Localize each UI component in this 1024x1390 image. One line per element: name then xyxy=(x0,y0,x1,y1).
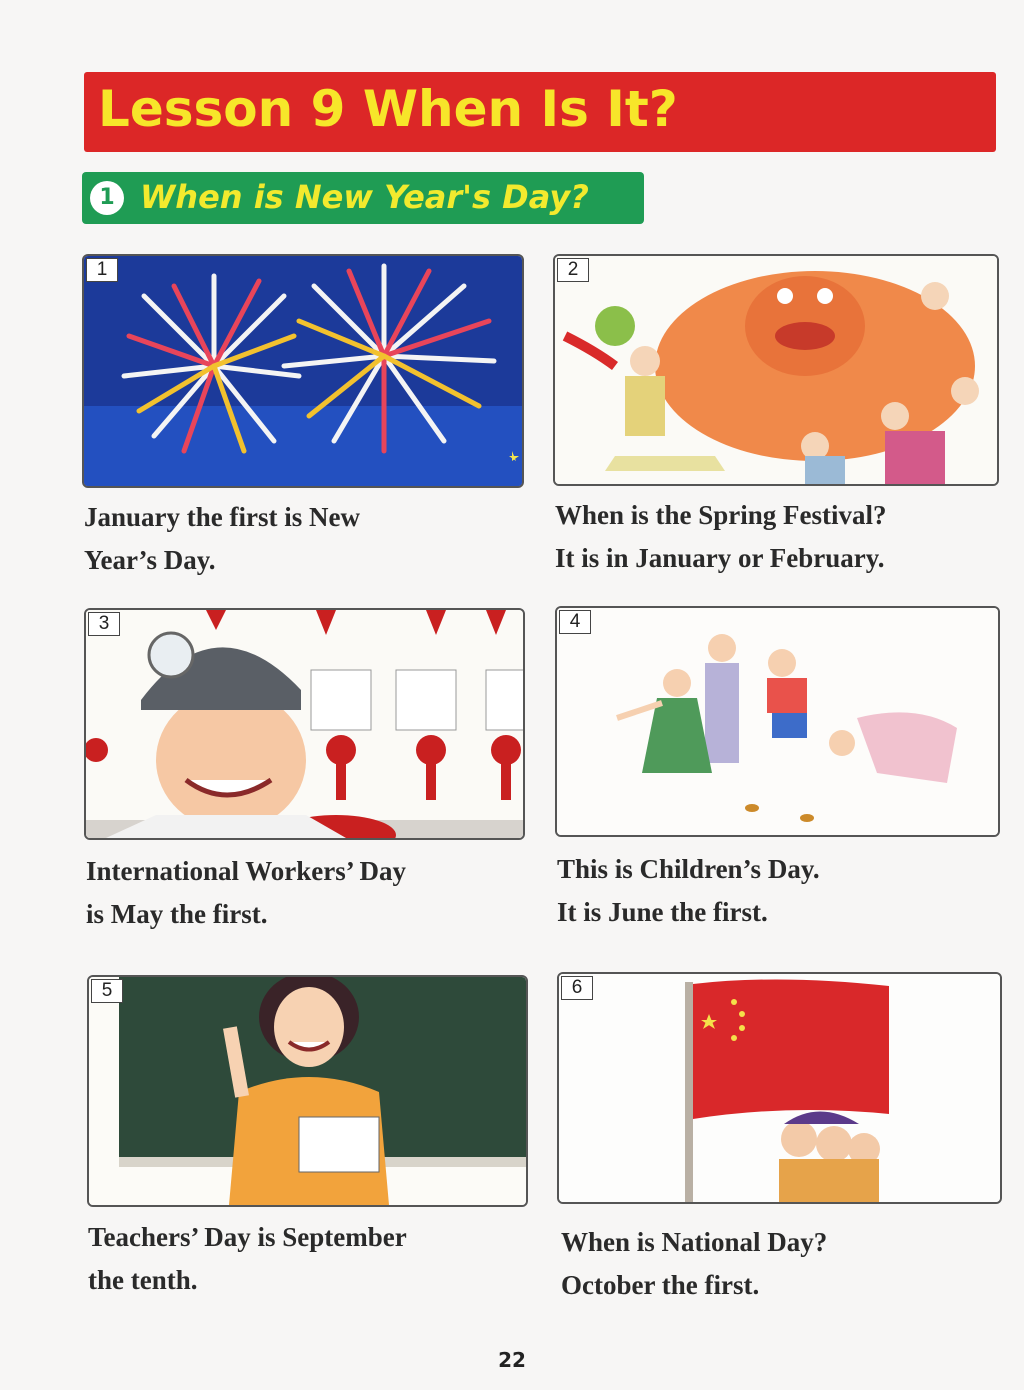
caption-line: When is the Spring Festival? xyxy=(555,500,887,530)
lesson-title-banner xyxy=(84,72,996,152)
section-question: When is New Year's Day? xyxy=(140,178,589,216)
panel-number: 4 xyxy=(559,610,591,634)
flag-image xyxy=(559,974,1000,1202)
page-number: 22 xyxy=(498,1348,526,1372)
caption-panel-2 xyxy=(555,494,887,580)
caption-panel-6 xyxy=(561,1221,827,1307)
panel-5-teacher-illustration xyxy=(87,975,528,1207)
panel-number: 3 xyxy=(88,612,120,636)
caption-panel-5 xyxy=(88,1216,407,1302)
caption-panel-1 xyxy=(84,496,360,582)
caption-panel-3 xyxy=(86,850,406,936)
teacher-image xyxy=(89,977,526,1205)
caption-line: October the first. xyxy=(561,1270,760,1300)
caption-line: the tenth. xyxy=(88,1265,198,1295)
caption-line: Teachers’ Day is September xyxy=(88,1222,407,1252)
panel-number: 2 xyxy=(557,258,589,282)
caption-line: This is Children’s Day. xyxy=(557,854,820,884)
panel-2-lion-dance-illustration xyxy=(553,254,999,486)
caption-line: When is National Day? xyxy=(561,1227,828,1257)
caption-line: January the first is New xyxy=(84,502,360,532)
section-header-banner xyxy=(82,172,644,224)
section-number-badge: 1 xyxy=(90,181,124,215)
lesson-title: Lesson 9 When Is It? xyxy=(98,80,678,138)
caption-line: Year’s Day. xyxy=(84,545,216,575)
worker-image xyxy=(86,610,523,838)
panel-1-fireworks-illustration xyxy=(82,254,524,488)
fireworks-image xyxy=(84,256,522,486)
caption-panel-4 xyxy=(557,848,820,934)
panel-6-flag-illustration xyxy=(557,972,1002,1204)
caption-line: It is June the first. xyxy=(557,897,768,927)
panel-4-children-illustration xyxy=(555,606,1000,837)
panel-3-worker-illustration xyxy=(84,608,525,840)
panel-number: 6 xyxy=(561,976,593,1000)
panel-number: 5 xyxy=(91,979,123,1003)
lion-dance-image xyxy=(555,256,997,484)
children-image xyxy=(557,608,998,835)
caption-line: is May the first. xyxy=(86,899,268,929)
caption-line: It is in January or February. xyxy=(555,543,885,573)
panel-number: 1 xyxy=(86,258,118,282)
caption-line: International Workers’ Day xyxy=(86,856,406,886)
